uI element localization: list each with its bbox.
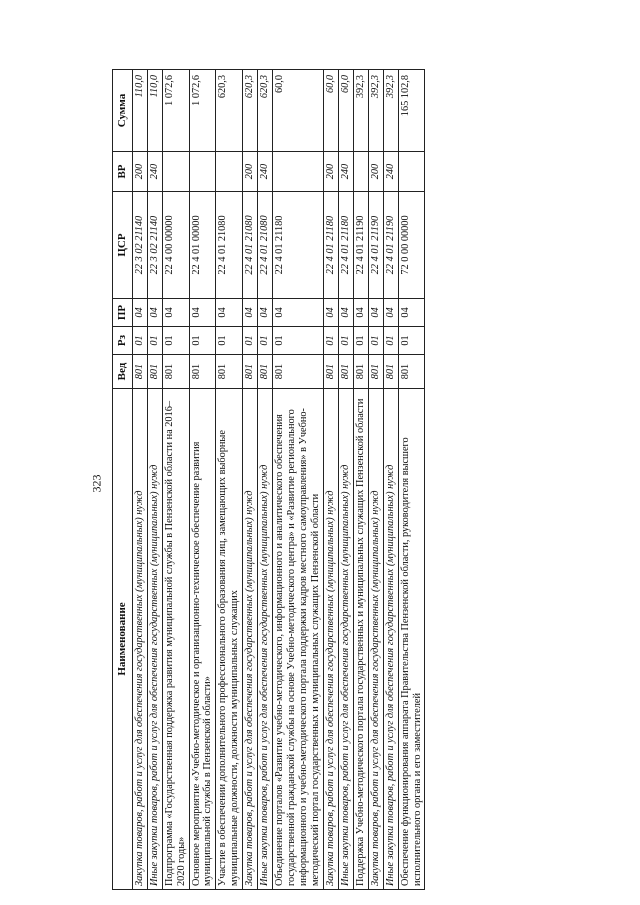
- cell-csr: 22 4 01 21190: [383, 192, 398, 299]
- cell-name: Закупка товаров, работ и услуг для обеспечения государственных (муниципальных) нужд: [323, 389, 338, 890]
- cell-sum: 620,3: [216, 70, 243, 152]
- cell-pr: 04: [258, 299, 273, 327]
- cell-pr: 04: [189, 299, 216, 327]
- cell-rz: 01: [189, 327, 216, 355]
- cell-rz: 01: [338, 327, 353, 355]
- cell-ved: 801: [243, 355, 258, 389]
- cell-csr: 22 4 00 00000: [162, 192, 189, 299]
- cell-rz: 01: [353, 327, 368, 355]
- cell-vr: 240: [338, 152, 353, 192]
- cell-name: Иные закупки товаров, работ и услуг для обеспечения государственных (муниципальных) нужд: [147, 389, 162, 890]
- header-rz: Рз: [113, 327, 133, 355]
- cell-vr: 200: [132, 152, 147, 192]
- header-csr: ЦСР: [113, 192, 133, 299]
- cell-sum: 1 072,6: [189, 70, 216, 152]
- cell-pr: 04: [162, 299, 189, 327]
- cell-pr: 04: [132, 299, 147, 327]
- table-row: [147, 70, 162, 890]
- cell-csr: 22 4 01 00000: [189, 192, 216, 299]
- table-row: [258, 70, 273, 890]
- cell-csr: 22 4 01 21190: [368, 192, 383, 299]
- cell-sum: 392,3: [383, 70, 398, 152]
- page-number-text: 323: [89, 474, 104, 492]
- cell-csr: 22 4 01 21180: [273, 192, 324, 299]
- cell-pr: 04: [338, 299, 353, 327]
- cell-vr: [398, 152, 425, 192]
- cell-rz: 01: [273, 327, 324, 355]
- rotated-table-container: [112, 70, 582, 890]
- cell-name: Участие в обеспечении дополнительного профессионального образования лиц, замещающих выборные муниципальные должности, должности муниципальных служащих: [216, 389, 243, 890]
- table-row: [162, 70, 189, 890]
- cell-vr: 200: [368, 152, 383, 192]
- cell-sum: 392,3: [353, 70, 368, 152]
- cell-pr: 04: [323, 299, 338, 327]
- cell-rz: 01: [398, 327, 425, 355]
- cell-sum: 620,3: [243, 70, 258, 152]
- header-pr: ПР: [113, 299, 133, 327]
- cell-name: Объединение порталов «Развитие учебно-методического, информационного и аналитического обеспечения государственной гражданской службы на основе Учебно-методического центра» и «Развитие регионального информационного и учебно-методического портала поддержки кадров местного самоуправления» в Учебно-методический портал государственных и муниципальных служащих Пензенской области: [273, 389, 324, 890]
- cell-ved: 801: [162, 355, 189, 389]
- cell-rz: 01: [383, 327, 398, 355]
- cell-rz: 01: [258, 327, 273, 355]
- cell-name: Подпрограмма «Государственная поддержка развития муниципальной службы в Пензенской области на 2016–2020 годы»: [162, 389, 189, 890]
- table-row: [243, 70, 258, 890]
- table-row: [368, 70, 383, 890]
- table-row: [398, 70, 425, 890]
- cell-rz: 01: [216, 327, 243, 355]
- cell-name: Иные закупки товаров, работ и услуг для обеспечения государственных (муниципальных) нужд: [338, 389, 353, 890]
- cell-vr: [353, 152, 368, 192]
- header-sum: Сумма: [113, 70, 133, 152]
- cell-ved: 801: [258, 355, 273, 389]
- cell-pr: 04: [243, 299, 258, 327]
- cell-name: Закупка товаров, работ и услуг для обеспечения государственных (муниципальных) нужд: [132, 389, 147, 890]
- cell-rz: 01: [162, 327, 189, 355]
- cell-csr: 22 4 01 21080: [216, 192, 243, 299]
- cell-ved: 801: [273, 355, 324, 389]
- cell-name: Закупка товаров, работ и услуг для обеспечения государственных (муниципальных) нужд: [368, 389, 383, 890]
- table-row: [273, 70, 324, 890]
- cell-vr: 240: [258, 152, 273, 192]
- cell-ved: 801: [216, 355, 243, 389]
- cell-ved: 801: [147, 355, 162, 389]
- table-row: [189, 70, 216, 890]
- cell-rz: 01: [323, 327, 338, 355]
- cell-ved: 801: [368, 355, 383, 389]
- header-row: [113, 70, 133, 890]
- cell-sum: 110,0: [132, 70, 147, 152]
- cell-rz: 01: [243, 327, 258, 355]
- cell-sum: 60,0: [273, 70, 324, 152]
- table-row: [338, 70, 353, 890]
- cell-vr: [162, 152, 189, 192]
- table-row: [323, 70, 338, 890]
- cell-csr: 22 3 02 21140: [132, 192, 147, 299]
- cell-vr: 240: [383, 152, 398, 192]
- cell-csr: 22 4 01 21180: [338, 192, 353, 299]
- cell-ved: 801: [398, 355, 425, 389]
- table-header: [113, 70, 133, 890]
- cell-name: Обеспечение функционирования аппарата Правительства Пензенской области, руководителя высшего исполнительного органа и его заместителей: [398, 389, 425, 890]
- cell-csr: 22 4 01 21080: [258, 192, 273, 299]
- cell-sum: 165 102,8: [398, 70, 425, 152]
- cell-csr: 22 3 02 21140: [147, 192, 162, 299]
- cell-pr: 04: [216, 299, 243, 327]
- cell-csr: 72 0 00 00000: [398, 192, 425, 299]
- cell-vr: [189, 152, 216, 192]
- cell-name: Иные закупки товаров, работ и услуг для обеспечения государственных (муниципальных) нужд: [383, 389, 398, 890]
- table-row: [353, 70, 368, 890]
- table-row: [383, 70, 398, 890]
- cell-pr: 04: [383, 299, 398, 327]
- cell-sum: 392,3: [368, 70, 383, 152]
- budget-table: [112, 69, 425, 890]
- cell-rz: 01: [147, 327, 162, 355]
- table-row: [216, 70, 243, 890]
- cell-vr: [273, 152, 324, 192]
- cell-sum: 1 072,6: [162, 70, 189, 152]
- cell-csr: 22 4 01 21190: [353, 192, 368, 299]
- cell-sum: 620,3: [258, 70, 273, 152]
- cell-rz: 01: [368, 327, 383, 355]
- header-name: Наименование: [113, 389, 133, 890]
- cell-csr: 22 4 01 21080: [243, 192, 258, 299]
- cell-name: Закупка товаров, работ и услуг для обеспечения государственных (муниципальных) нужд: [243, 389, 258, 890]
- cell-pr: 04: [147, 299, 162, 327]
- table-body: [132, 70, 425, 890]
- header-ved: Вед: [113, 355, 133, 389]
- header-vr: ВР: [113, 152, 133, 192]
- cell-sum: 110,0: [147, 70, 162, 152]
- cell-name: Иные закупки товаров, работ и услуг для обеспечения государственных (муниципальных) нужд: [258, 389, 273, 890]
- cell-rz: 01: [132, 327, 147, 355]
- cell-vr: 240: [147, 152, 162, 192]
- cell-vr: 200: [243, 152, 258, 192]
- cell-ved: 801: [353, 355, 368, 389]
- cell-ved: 801: [338, 355, 353, 389]
- cell-ved: 801: [132, 355, 147, 389]
- cell-ved: 801: [189, 355, 216, 389]
- cell-pr: 04: [368, 299, 383, 327]
- cell-pr: 04: [273, 299, 324, 327]
- cell-csr: 22 4 01 21180: [323, 192, 338, 299]
- cell-sum: 60,0: [338, 70, 353, 152]
- cell-ved: 801: [383, 355, 398, 389]
- page-number: [84, 468, 110, 498]
- cell-pr: 04: [353, 299, 368, 327]
- table-row: [132, 70, 147, 890]
- cell-vr: [216, 152, 243, 192]
- cell-vr: 200: [323, 152, 338, 192]
- cell-sum: 60,0: [323, 70, 338, 152]
- cell-name: Основное мероприятие «Учебно-методическое и организационно-техническое обеспечение развития муниципальной службы в Пензенской области»: [189, 389, 216, 890]
- cell-name: Поддержка Учебно-методического портала государственных и муниципальных служащих Пензенской области: [353, 389, 368, 890]
- cell-pr: 04: [398, 299, 425, 327]
- cell-ved: 801: [323, 355, 338, 389]
